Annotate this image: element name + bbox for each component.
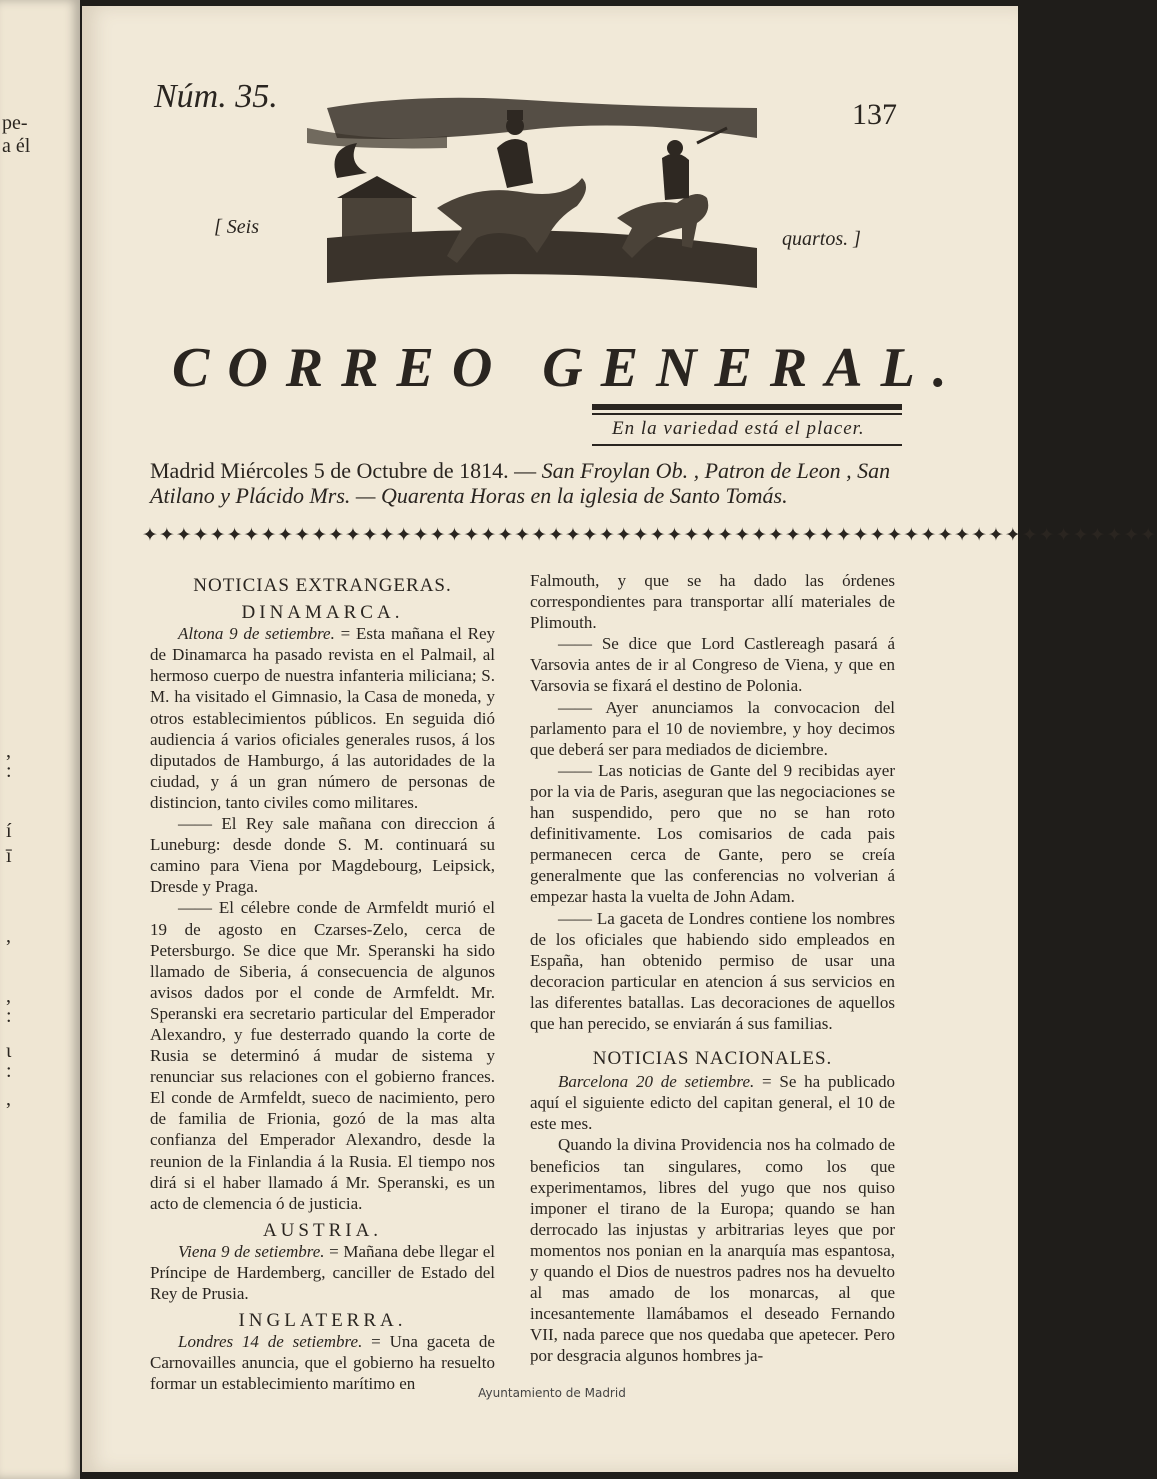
left-fragment: pe- [2,112,28,134]
left-fragment: , [6,985,11,1007]
country-heading: AUSTRIA. [262,1219,383,1241]
dateline-saints-1: San Froylan Ob. , Patron de Leon , San [541,458,891,483]
left-fragment: , [6,740,11,762]
article-text: = Esta mañana el Rey de Dinamarca ha pasado revista en el Palmail, al hermoso cuerpo de nuestra infanteria miliciana; S. M. ha visitado el Gimnasio, la Casa de moneda, y otros establecimientos públicos. En seguida dió audiencia á varios oficiales generales rusos, á los diputados de Hamburgo, á las autoridades de la ciudad, y á un gran número de personas de distincion, tanto civiles como militares. [150,624,495,812]
article-paragraph [150,1331,495,1394]
dateline-plain: Madrid Miércoles 5 de Octubre de 1814. — [150,458,542,483]
dateline-saints-2: Atilano y Plácido Mrs. — Quarenta Horas en la iglesia de Santo Tomás. [150,483,788,508]
article-text: = Se ha publicado aquí el siguiente edicto del capitan general, el 10 de este mes. [530,1072,895,1134]
article-paragraph [150,1241,495,1304]
adjacent-page-edge [0,0,80,1479]
left-fragment: ɩ [6,1040,12,1062]
article-dateline: Londres 14 de setiembre. [178,1332,363,1352]
archive-watermark: Ayuntamiento de Madrid [478,1386,626,1400]
article-paragraph: —— Ayer anunciamos la convocacion del parlamento para el 10 de noviembre, y hoy decimos que deberá ser para mediados de diciembre. [530,697,895,759]
country-heading: DINAMARCA. [241,602,404,624]
left-fragment: : [6,1060,12,1082]
left-fragment: a él [2,135,31,157]
left-fragment: , [6,925,11,947]
left-fragment: í [6,820,12,842]
newspaper-page [82,6,1157,1472]
section-heading: NOTICIAS EXTRANGERAS. [193,575,452,596]
article-dateline: Barcelona 20 de setiembre. [558,1072,755,1092]
article-paragraph: —— El célebre conde de Armfeldt murió el 19 de agosto en Czarses-Zelo, cerca de Petersburgo. Se dice que Mr. Speranski ha sido llamado de Siberia, á consecuencia de algunos avisos dados por el conde de Armfeldt. Mr. Speranski era secretario particular del Emperador Alexandro, y fue desterrado quando la corte de Rusia se determinó á mudar de sistema y renunciar sus relaciones con el gobierno frances. El conde de Armfeldt, sueco de nacimiento, pero de familia de Frionia, gozó de la mas alta confianza del Emperador Alexandro, desde la reunion de la Finlandia á la Rusia. El tiempo nos dirá si el haber llamado á Mr. Speranski, es un acto de clemencia ó de justicia. [150,898,495,1213]
column-right [530,570,895,1366]
price-right: quartos. ] [782,228,861,250]
dateline [150,458,900,508]
article-dateline: Altona 9 de setiembre. [178,624,335,644]
left-fragment: , [6,1088,11,1110]
country-heading: INGLATERRA. [238,1310,407,1332]
page-number: 137 [852,98,897,131]
article-paragraph: —— Las noticias de Gante del 9 recibidas ayer por la via de Paris, aseguran que las negociaciones se han suspendido, pero que no se han roto definitivamente. Los comisarios de cada pais permanecen cerca de Gante, pero se creía generalmente que las conferencias no volverian á empezar hasta la vuelta de John Adam. [530,760,895,907]
title-rule [592,404,902,410]
price-left: [ Seis [214,216,259,238]
section-heading: NOTICIAS NACIONALES. [592,1048,833,1070]
motto-rule [592,444,902,446]
left-fragment: : [6,1005,12,1027]
article-paragraph: —— El Rey sale mañana con direccion á Luneburg: desde donde S. M. continuará su camino para Viena por Magdebourg, Leipsick, Dresde y Praga. [150,814,495,897]
article-paragraph [150,623,495,813]
motto: En la variedad está el placer. [612,418,865,439]
article-text: = Una gaceta de Carnovailles anuncia, que el gobierno ha resuelto formar un establecimiento marítimo en [150,1332,495,1394]
column-left [150,569,495,1395]
article-paragraph: —— Se dice que Lord Castlereagh pasará á Varsovia antes de ir al Congreso de Viena, y que en Varsovia se fixará el destino de Polonia. [530,634,895,696]
issue-number: Núm. 35. [154,78,278,115]
masthead-engraving [297,88,767,318]
newspaper-title: CORREO GENERAL. [172,337,965,399]
article-paragraph: Falmouth, y que se ha dado las órdenes correspondientes para transportar allí materiales de Plimouth. [530,571,895,633]
left-fragment: ī [6,845,12,867]
article-dateline: Viena 9 de setiembre. [178,1241,325,1261]
article-paragraph [530,1071,895,1134]
left-fragment: : [6,760,12,782]
title-rule-thin [592,413,902,415]
article-text: = Mañana debe llegar el Príncipe de Hardemberg, canciller de Estado del Rey de Prusia. [150,1241,495,1304]
article-paragraph: —— La gaceta de Londres contiene los nombres de los oficiales que habiendo sido empleados en España, han obtenido permiso de usar una decoracion particular en atencion á sus servicios en las diferentes batallas. Las decoraciones de aquellos que han perecido, se enviarán á sus familias. [530,908,895,1033]
ornamental-divider: ✦✦✦✦✦✦✦✦✦✦✦✦✦✦✦✦✦✦✦✦✦✦✦✦✦✦✦✦✦✦✦✦✦✦✦✦✦✦✦✦✦✦✦✦✦✦✦✦✦✦✦✦✦✦✦✦✦✦✦✦ [142,525,1157,546]
article-paragraph: Quando la divina Providencia nos ha colmado de beneficios tan singulares, como los que experimentamos, libres del yugo que nos quiso imponer el tirano de la Europa; quando se han derrocado las injustas y arbitrarias leyes que por momentos nos ponian en la anarquía mas espantosa, y quando el Dios de nuestros padres nos ha devuelto al mas amado de los monarcas, al que incesantemente llamábamos el deseado Fernando VII, nada parece que nos quedaba que apetecer. Pero por desgracia algunos hombres ja- [530,1135,895,1366]
